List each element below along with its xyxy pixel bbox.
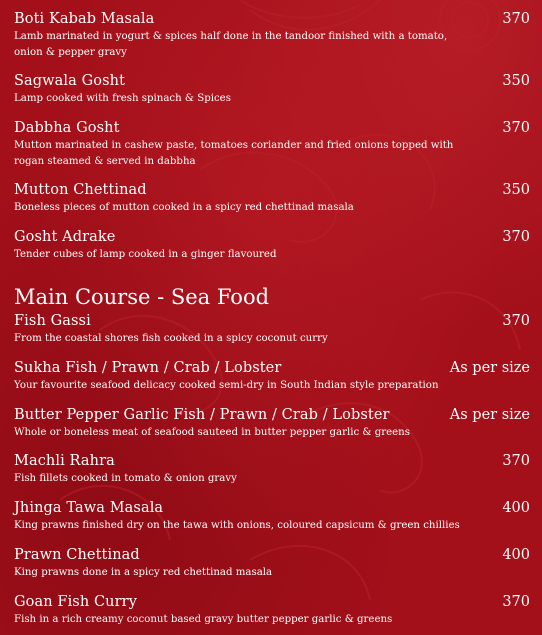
dish-description: Fish fillets cooked in tomato & onion gravy: [14, 473, 237, 484]
dish-name: Goan Fish Curry: [14, 594, 137, 610]
dish-name: Prawn Chettinad: [14, 547, 140, 563]
dish-name: Mutton Chettinad: [14, 182, 147, 198]
section-title: Main Course - Sea Food: [14, 285, 270, 309]
dish-price: 370: [502, 120, 530, 136]
dish-price: 370: [502, 229, 530, 245]
dish-price: 350: [502, 182, 530, 198]
dish-description: Lamp cooked with fresh spinach & Spices: [14, 93, 231, 104]
dish-description: Boneless pieces of mutton cooked in a spicy red chettinad masala: [14, 202, 354, 213]
dish-price: 370: [502, 11, 530, 27]
dish-price: 350: [502, 73, 530, 89]
dish-price: 370: [502, 594, 530, 610]
dish-description: Your favourite seafood delicacy cooked semi-dry in South Indian style preparation: [14, 380, 439, 391]
dish-description: King prawns finished dry on the tawa with onions, coloured capsicum & green chillies: [14, 520, 460, 531]
dish-name: Butter Pepper Garlic Fish / Prawn / Crab / Lobster: [14, 407, 390, 423]
dish-price: 370: [502, 313, 530, 329]
dish-name: Gosht Adrake: [14, 229, 116, 245]
dish-description: Lamb marinated in yogurt & spices half done in the tandoor finished with a tomato, onion & pepper gravy: [14, 31, 448, 58]
dish-description: Fish in a rich creamy coconut based gravy butter pepper garlic & greens: [14, 614, 393, 625]
dish-description: Mutton marinated in cashew paste, tomatoes coriander and fried onions topped with rogan steamed & served in dabbha: [14, 140, 454, 167]
dish-description: Tender cubes of lamp cooked in a ginger flavoured: [14, 249, 277, 260]
dish-name: Fish Gassi: [14, 313, 91, 329]
dish-name: Jhinga Tawa Masala: [14, 500, 164, 516]
dish-description: King prawns done in a spicy red chettinad masala: [14, 567, 273, 578]
dish-name: Sukha Fish / Prawn / Crab / Lobster: [14, 360, 282, 376]
dish-description: Whole or boneless meat of seafood sauteed in butter pepper garlic & greens: [14, 427, 410, 438]
dish-price: As per size: [449, 407, 530, 423]
dish-name: Machli Rahra: [14, 453, 115, 469]
dish-price: As per size: [449, 360, 530, 376]
dish-name: Sagwala Gosht: [14, 73, 126, 89]
dish-price: 370: [502, 453, 530, 469]
dish-name: Boti Kabab Masala: [14, 11, 155, 27]
dish-price: 400: [502, 547, 530, 563]
dish-price: 400: [502, 500, 530, 516]
dish-name: Dabbha Gosht: [14, 120, 120, 136]
dish-description: From the coastal shores fish cooked in a spicy coconut curry: [14, 333, 328, 344]
